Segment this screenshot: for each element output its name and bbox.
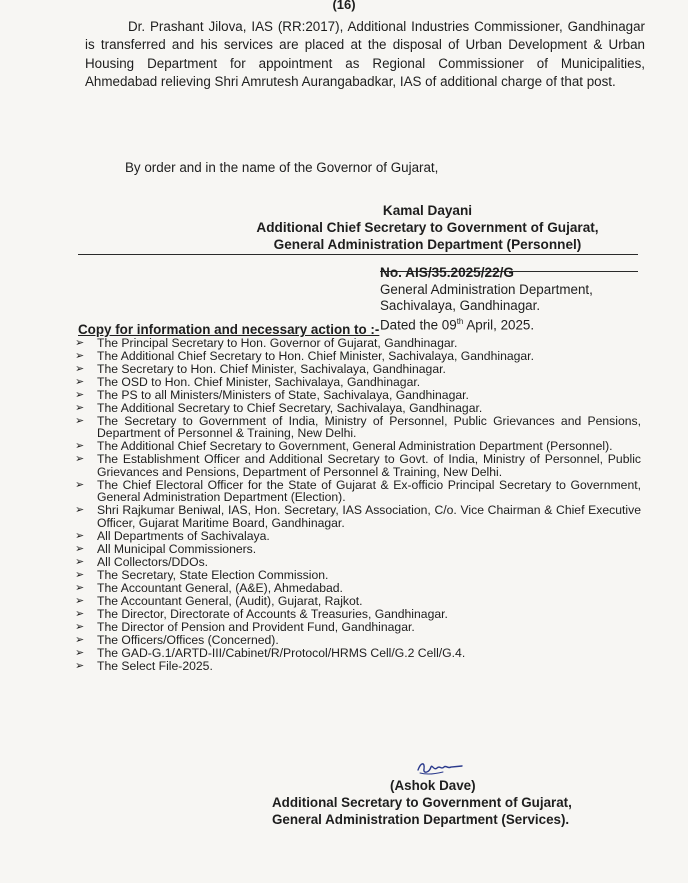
arrow-bullet-icon: ➢ <box>75 529 85 542</box>
list-item: ➢ The Accountant General, (Audit), Gujarat, Rajkot. <box>75 593 363 608</box>
document-number: No. AIS/35.2025/22/G <box>380 265 514 280</box>
list-item: ➢ The Principal Secretary to Hon. Governor of Gujarat, Gandhinagar. <box>75 336 458 350</box>
list-item: ➢ The GAD-G.1/ARTD-III/Cabinet/R/Protocol/HRMS Cell/G.2 Cell/G.4. <box>75 645 466 660</box>
arrow-bullet-icon: ➢ <box>75 402 85 414</box>
list-item: ➢ The Additional Chief Secretary to Government, General Administration Department (Personnel). <box>75 439 613 454</box>
list-item: ➢ The Officers/Offices (Concerned). <box>75 632 279 647</box>
list-item: ➢ The Select File-2025. <box>75 658 213 673</box>
list-item: ➢ The Secretary, State Election Commission. <box>75 567 329 582</box>
arrow-bullet-icon: ➢ <box>75 376 85 388</box>
arrow-bullet-icon: ➢ <box>75 646 85 659</box>
arrow-bullet-icon: ➢ <box>75 478 85 491</box>
arrow-bullet-icon: ➢ <box>75 440 85 453</box>
list-item: ➢ The Additional Chief Secretary to Hon. Chief Minister, Sachivalaya, Gandhinagar. <box>75 349 534 363</box>
copy-heading: Copy for information and necessary action to :- <box>78 322 380 337</box>
arrow-bullet-icon: ➢ <box>75 607 85 620</box>
list-item: ➢ The Director of Pension and Provident Fund, Gandhinagar. <box>75 619 415 634</box>
list-item: ➢ All Collectors/DDOs. <box>75 554 209 569</box>
arrow-bullet-icon: ➢ <box>75 659 85 672</box>
arrow-bullet-icon: ➢ <box>75 542 85 555</box>
signature-block-1 <box>245 202 610 253</box>
arrow-bullet-icon: ➢ <box>75 594 85 607</box>
arrow-bullet-icon: ➢ <box>75 568 85 581</box>
signatory-1-designation: Additional Chief Secretary to Government of Gujarat, <box>256 220 599 235</box>
arrow-bullet-icon: ➢ <box>75 633 85 646</box>
by-order-line: By order and in the name of the Governor of Gujarat, <box>125 160 439 175</box>
list-item: ➢ The PS to all Ministers/Ministers of State, Sachivalaya, Gandhinagar. <box>75 388 469 402</box>
list-item: ➢ The Establishment Officer and Additional Secretary to Govt. of India, Ministry of Personnel, Public Grievances and Pensions, Department of Personnel & Training, New Delhi. <box>75 452 641 479</box>
list-item: ➢ The OSD to Hon. Chief Minister, Sachivalaya, Gandhinagar. <box>75 375 421 389</box>
signatory-1-name: Kamal Dayani <box>382 203 473 218</box>
signature-block-2 <box>272 777 572 828</box>
signatory-2-name: (Ashok Dave) <box>390 778 476 793</box>
arrow-bullet-icon: ➢ <box>75 581 85 594</box>
handwritten-signature <box>415 758 465 778</box>
signatory-2-designation: Additional Secretary to Government of Gujarat, <box>272 795 572 810</box>
arrow-bullet-icon: ➢ <box>75 504 85 517</box>
arrow-bullet-icon: ➢ <box>75 555 85 568</box>
divider-rule <box>78 254 638 255</box>
list-item: ➢ All Departments of Sachivalaya. <box>75 528 270 543</box>
arrow-bullet-icon: ➢ <box>75 389 85 401</box>
dated-line: Dated the 09th April, 2025. <box>380 317 535 333</box>
page-number: (16) <box>332 0 356 12</box>
copy-list <box>75 337 641 673</box>
arrow-bullet-icon: ➢ <box>75 620 85 633</box>
list-item: ➢ The Additional Secretary to Chief Secretary, Sachivalaya, Gandhinagar. <box>75 401 483 415</box>
arrow-bullet-icon: ➢ <box>75 415 85 427</box>
issuing-office <box>380 282 593 333</box>
list-item: ➢ All Municipal Commissioners. <box>75 541 257 556</box>
signatory-1-department: General Administration Department (Personnel) <box>273 237 582 252</box>
arrow-bullet-icon: ➢ <box>75 453 85 466</box>
signatory-2-department: General Administration Department (Services). <box>272 812 570 827</box>
list-item: ➢ Shri Rajkumar Beniwal, IAS, Hon. Secretary, IAS Association, C/o. Vice Chairman & Chief Executive Officer, Gujarat Maritime Board, Gandhinagar. <box>75 503 641 530</box>
arrow-bullet-icon: ➢ <box>75 350 85 362</box>
arrow-bullet-icon: ➢ <box>75 337 85 349</box>
order-paragraph: Dr. Prashant Jilova, IAS (RR:2017), Additional Industries Commissioner, Gandhinagar is transferred and his services are placed at the disposal of Urban Development & Urban Housing Department for appointment as Regional Commissioner of Municipalities, Ahmedabad relieving Shri Amrutesh Aurangabadkar, IAS of additional charge of that post. <box>85 19 645 90</box>
list-item: ➢ The Accountant General, (A&E), Ahmedabad. <box>75 580 343 595</box>
office-line-1: General Administration Department, <box>380 282 593 297</box>
arrow-bullet-icon: ➢ <box>75 363 85 375</box>
list-item: ➢ The Secretary to Government of India, Ministry of Personnel, Public Grievances and Pensions, Department of Personnel & Training, New Delhi. <box>75 414 641 441</box>
list-item: ➢ The Chief Electoral Officer for the State of Gujarat & Ex-officio Principal Secretary to Government, General Administration Department (Election). <box>75 477 641 505</box>
list-item: ➢ The Director, Directorate of Accounts & Treasuries, Gandhinagar. <box>75 606 448 621</box>
list-item: ➢ The Secretary to Hon. Chief Minister, Sachivalaya, Gandhinagar. <box>75 362 446 376</box>
office-line-2: Sachivalaya, Gandhinagar. <box>380 298 541 313</box>
